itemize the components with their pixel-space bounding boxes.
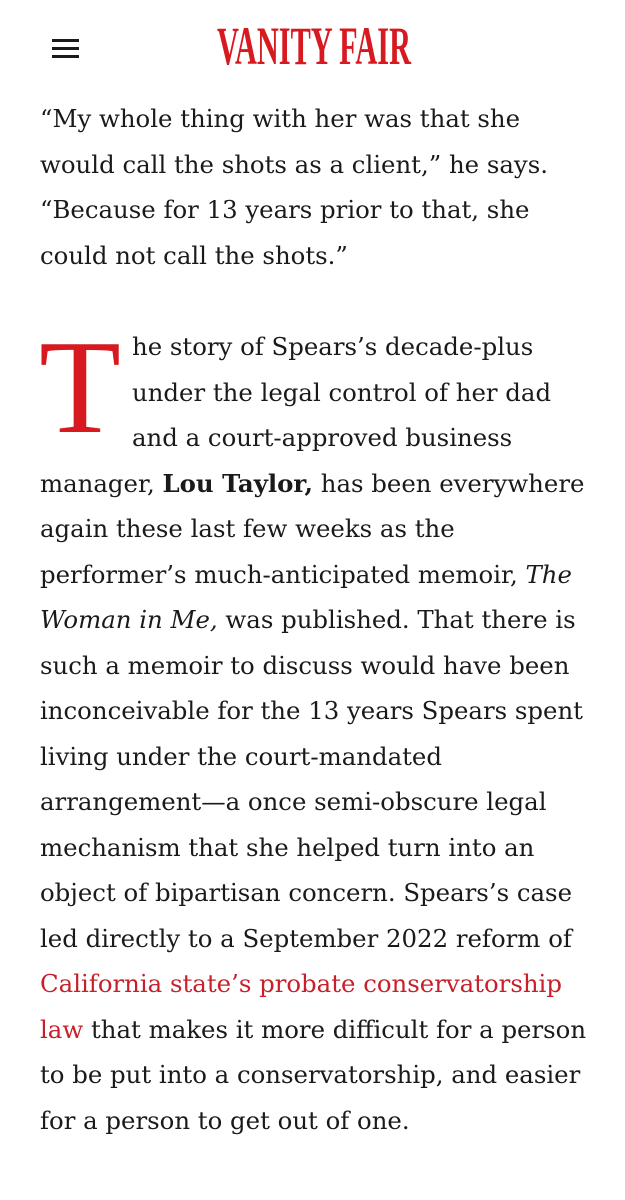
paragraph-continued: was published. That there is such a memoir to discuss would have been inconceivable for the 13 years Spears spent living under the court-mandated arrangement—a once semi-obscure legal mechanism that she helped turn into an object of bipartisan concern. Spears’s case led directly to a September 2022 reform of xyxy=(40,605,583,953)
paragraph-middle: has been everywhere again these last few weeks as the performer’s much-anticipated memoir, xyxy=(40,468,585,589)
quote-paragraph: “My whole thing with her was that she would call the shots as a client,” he says. “Because for 13 years prior to that, she could not call the shots.” xyxy=(40,104,548,270)
logo-wordmark xyxy=(216,12,412,76)
vanity-fair-logo[interactable] xyxy=(216,12,412,76)
hamburger-menu-icon[interactable] xyxy=(52,38,80,60)
article-body xyxy=(40,96,600,1143)
person-name: Lou Taylor, xyxy=(162,468,313,498)
paragraph-end: that makes it more difficult for a person to be put into a conservatorship, and easier for a person to get out of one. xyxy=(40,1014,587,1135)
article-paragraph xyxy=(39,313,600,1143)
drop-cap xyxy=(39,313,124,461)
paragraph-intro: he story of Spears’s decade-plus under the legal control of her dad and a court-approved business manager, xyxy=(40,332,552,498)
site-header xyxy=(0,0,625,92)
conservatorship-law-link[interactable]: California state’s probate conservatorship law xyxy=(40,969,562,1044)
book-title: The Woman in Me, xyxy=(40,559,572,634)
logo-text: VANITY FAIR xyxy=(217,16,412,76)
drop-cap-letter: T xyxy=(39,313,121,461)
